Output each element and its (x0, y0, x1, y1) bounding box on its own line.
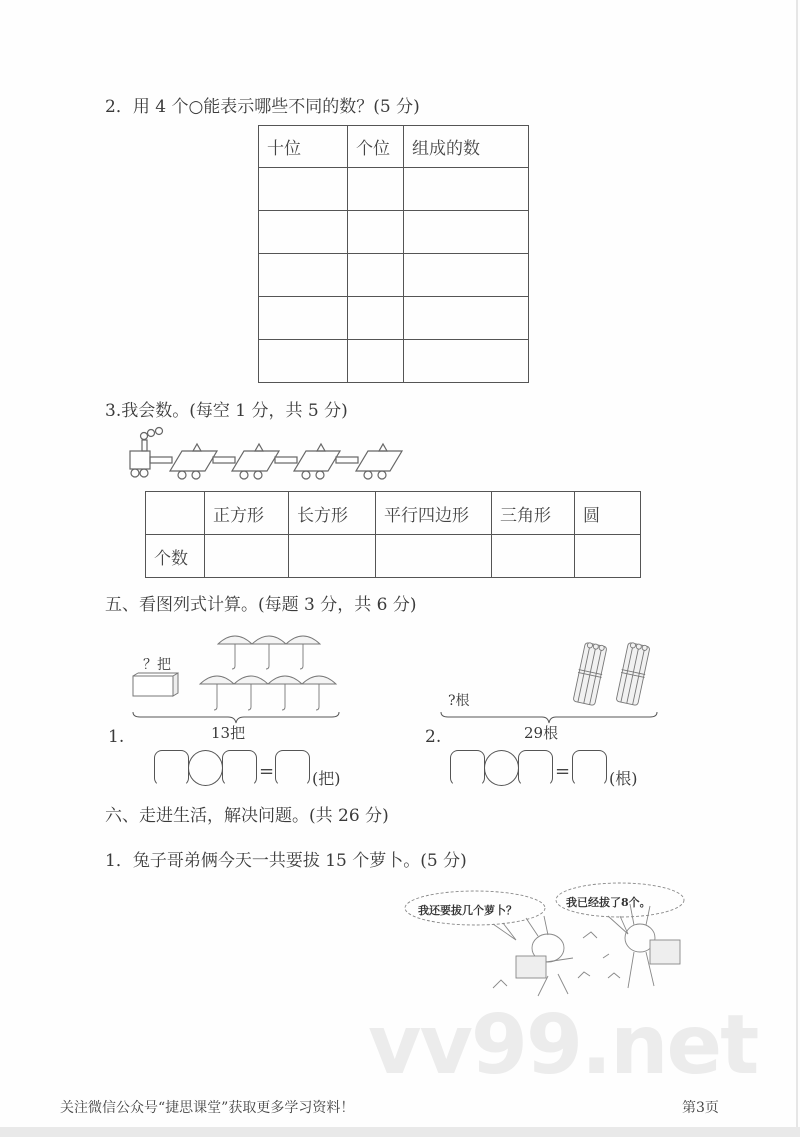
q2-cell[interactable] (348, 340, 404, 383)
q2-table-row (259, 168, 529, 211)
p2-unit: (根) (609, 769, 638, 788)
section6-q1-title: 1．兔子哥弟俩今天一共要拔 15 个萝卜。(5 分) (105, 851, 467, 871)
q2-header-number: 组成的数 (404, 126, 529, 168)
bottom-page-edge (0, 1127, 800, 1137)
p1-equals-sign: = (259, 761, 275, 782)
q3-row-label: 个数 (146, 535, 205, 578)
q3-count-parallelogram[interactable] (376, 535, 492, 578)
q2-cell[interactable] (259, 297, 348, 340)
q2-cell[interactable] (348, 297, 404, 340)
section5-title: 五、看图列式计算。(每题 3 分，共 6 分) (105, 595, 417, 615)
p2-operator-circle[interactable] (484, 750, 519, 786)
section6-title: 六、走进生活，解决问题。(共 26 分) (105, 806, 389, 826)
q2-cell[interactable] (259, 340, 348, 383)
p2-number: 2. (425, 727, 442, 747)
q3-title: 3.我会数。(每空 1 分，共 5 分) (105, 401, 348, 421)
rabbit-speech-bubble-right: 我已经拔了8个。 (566, 896, 651, 909)
q2-place-value-table (258, 125, 529, 383)
p2-unknown-label: ?根 (448, 693, 470, 709)
q2-cell[interactable] (404, 211, 529, 254)
q2-cell[interactable] (348, 168, 404, 211)
p2-equals-sign: = (555, 761, 571, 782)
p1-unknown-label: ？把 (143, 657, 171, 673)
p1-operator-circle[interactable] (188, 750, 223, 786)
q2-cell[interactable] (404, 254, 529, 297)
q3-header-square: 正方形 (205, 492, 289, 535)
p1-equation-box-1[interactable] (154, 750, 189, 786)
q2-cell[interactable] (348, 211, 404, 254)
p1-number: 1. (108, 727, 125, 747)
p2-equation-box-2[interactable] (518, 750, 553, 786)
q3-shape-count-table (145, 491, 641, 578)
q3-count-rectangle[interactable] (289, 535, 376, 578)
train-shapes-illustration (120, 428, 420, 490)
rabbit-speech-bubble-left: 我还要拔几个萝卜？ (418, 904, 517, 917)
p1-total-label: 13把 (211, 724, 246, 742)
footer-promo-text: 关注微信公众号“捷思课堂”获取更多学习资料！ (60, 1100, 355, 1116)
p1-unit: (把) (312, 769, 341, 788)
q3-header-circle: 圆 (575, 492, 641, 535)
q2-title: 2．用 4 个○能表示哪些不同的数？(5 分) (105, 97, 420, 117)
p2-total-label: 29根 (524, 724, 559, 742)
p2-answer-box[interactable] (572, 750, 607, 786)
box-icon (132, 672, 182, 698)
watermark: vv99.net (368, 998, 758, 1093)
q3-count-circle[interactable] (575, 535, 641, 578)
q2-table-row (259, 254, 529, 297)
stick-bundles-illustration (573, 640, 663, 708)
q3-header-blank (146, 492, 205, 535)
p1-answer-box[interactable] (275, 750, 310, 786)
umbrellas-illustration (198, 630, 348, 715)
q2-cell[interactable] (259, 211, 348, 254)
rabbits-pulling-carrots-illustration (398, 878, 698, 1003)
q3-header-parallelogram: 平行四边形 (376, 492, 492, 535)
q2-table-row (259, 297, 529, 340)
page-number: 第3页 (682, 1100, 719, 1116)
q2-cell[interactable] (259, 254, 348, 297)
q2-cell[interactable] (404, 340, 529, 383)
q2-cell[interactable] (404, 168, 529, 211)
q3-count-triangle[interactable] (492, 535, 575, 578)
q3-header-triangle: 三角形 (492, 492, 575, 535)
q3-header-rectangle: 长方形 (289, 492, 376, 535)
q2-header-tens: 十位 (259, 126, 348, 168)
q3-count-square[interactable] (205, 535, 289, 578)
q2-table-row (259, 211, 529, 254)
p2-equation-box-1[interactable] (450, 750, 485, 786)
p1-equation-box-2[interactable] (222, 750, 257, 786)
q2-cell[interactable] (348, 254, 404, 297)
q2-cell[interactable] (259, 168, 348, 211)
q2-table-row (259, 340, 529, 383)
q2-header-ones: 个位 (348, 126, 404, 168)
q2-cell[interactable] (404, 297, 529, 340)
